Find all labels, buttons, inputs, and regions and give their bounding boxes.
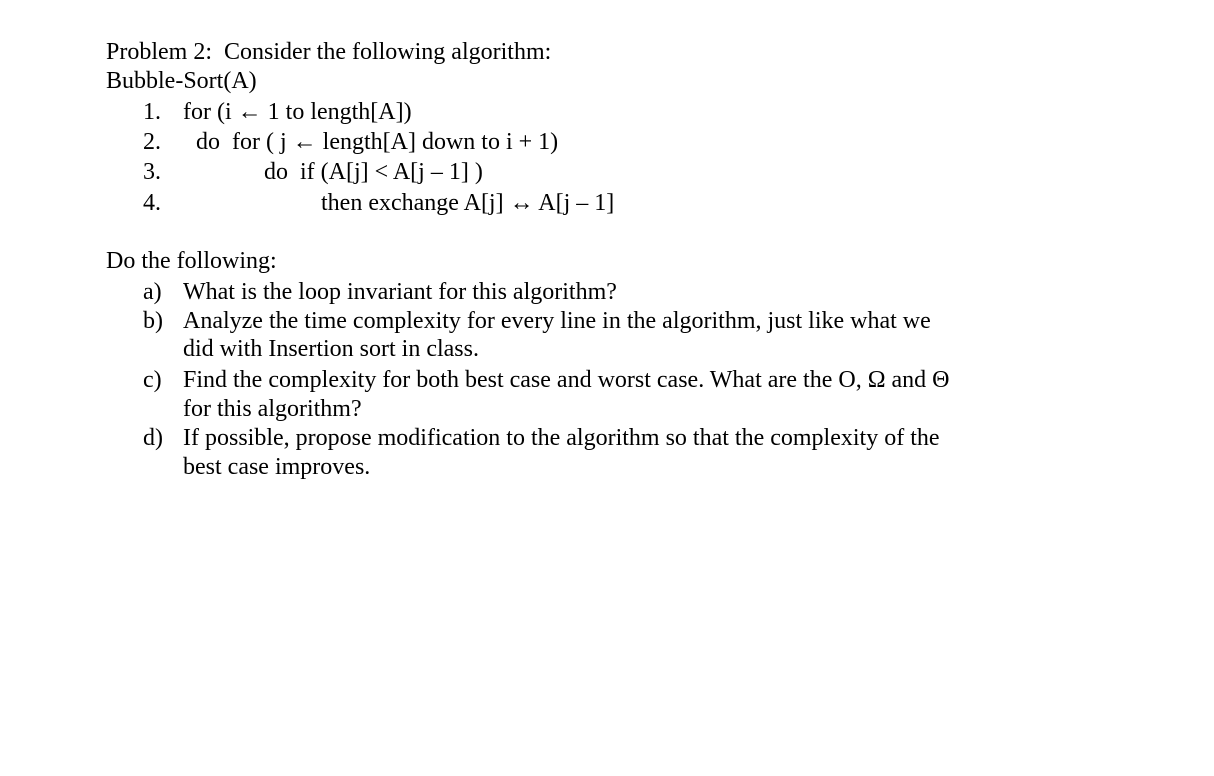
algorithm-line-code: then exchange A[j] ↔ A[j – 1] [321, 190, 615, 216]
algorithm-line-number: 1. [143, 99, 161, 125]
task-text: If possible, propose modification to the algorithm so that the complexity of the [183, 425, 940, 451]
task-text: What is the loop invariant for this algorithm? [183, 279, 617, 305]
task-text: best case improves. [183, 454, 371, 480]
task-letter: d) [143, 425, 163, 451]
task-text: for this algorithm? [183, 396, 362, 422]
algorithm-line-code: do if (A[j] < A[j – 1] ) [264, 159, 483, 185]
algorithm-line-number: 3. [143, 159, 161, 185]
task-letter: b) [143, 308, 163, 334]
task-text: Find the complexity for both best case and worst case. What are the O, Ω and Θ [183, 367, 950, 393]
algorithm-line-code: do for ( j ← length[A] down to i + 1) [196, 129, 559, 155]
algorithm-line-number: 2. [143, 129, 161, 155]
task-letter: a) [143, 279, 162, 305]
tasks-heading: Do the following: [106, 248, 277, 274]
task-letter: c) [143, 367, 162, 393]
algorithm-line-code: for (i ← 1 to length[A]) [183, 99, 412, 125]
algorithm-name: Bubble-Sort(A) [106, 68, 257, 94]
task-text: did with Insertion sort in class. [183, 336, 479, 362]
task-text: Analyze the time complexity for every line in the algorithm, just like what we [183, 308, 931, 334]
problem-title: Problem 2: Consider the following algorithm: [106, 39, 552, 65]
algorithm-line-number: 4. [143, 190, 161, 216]
